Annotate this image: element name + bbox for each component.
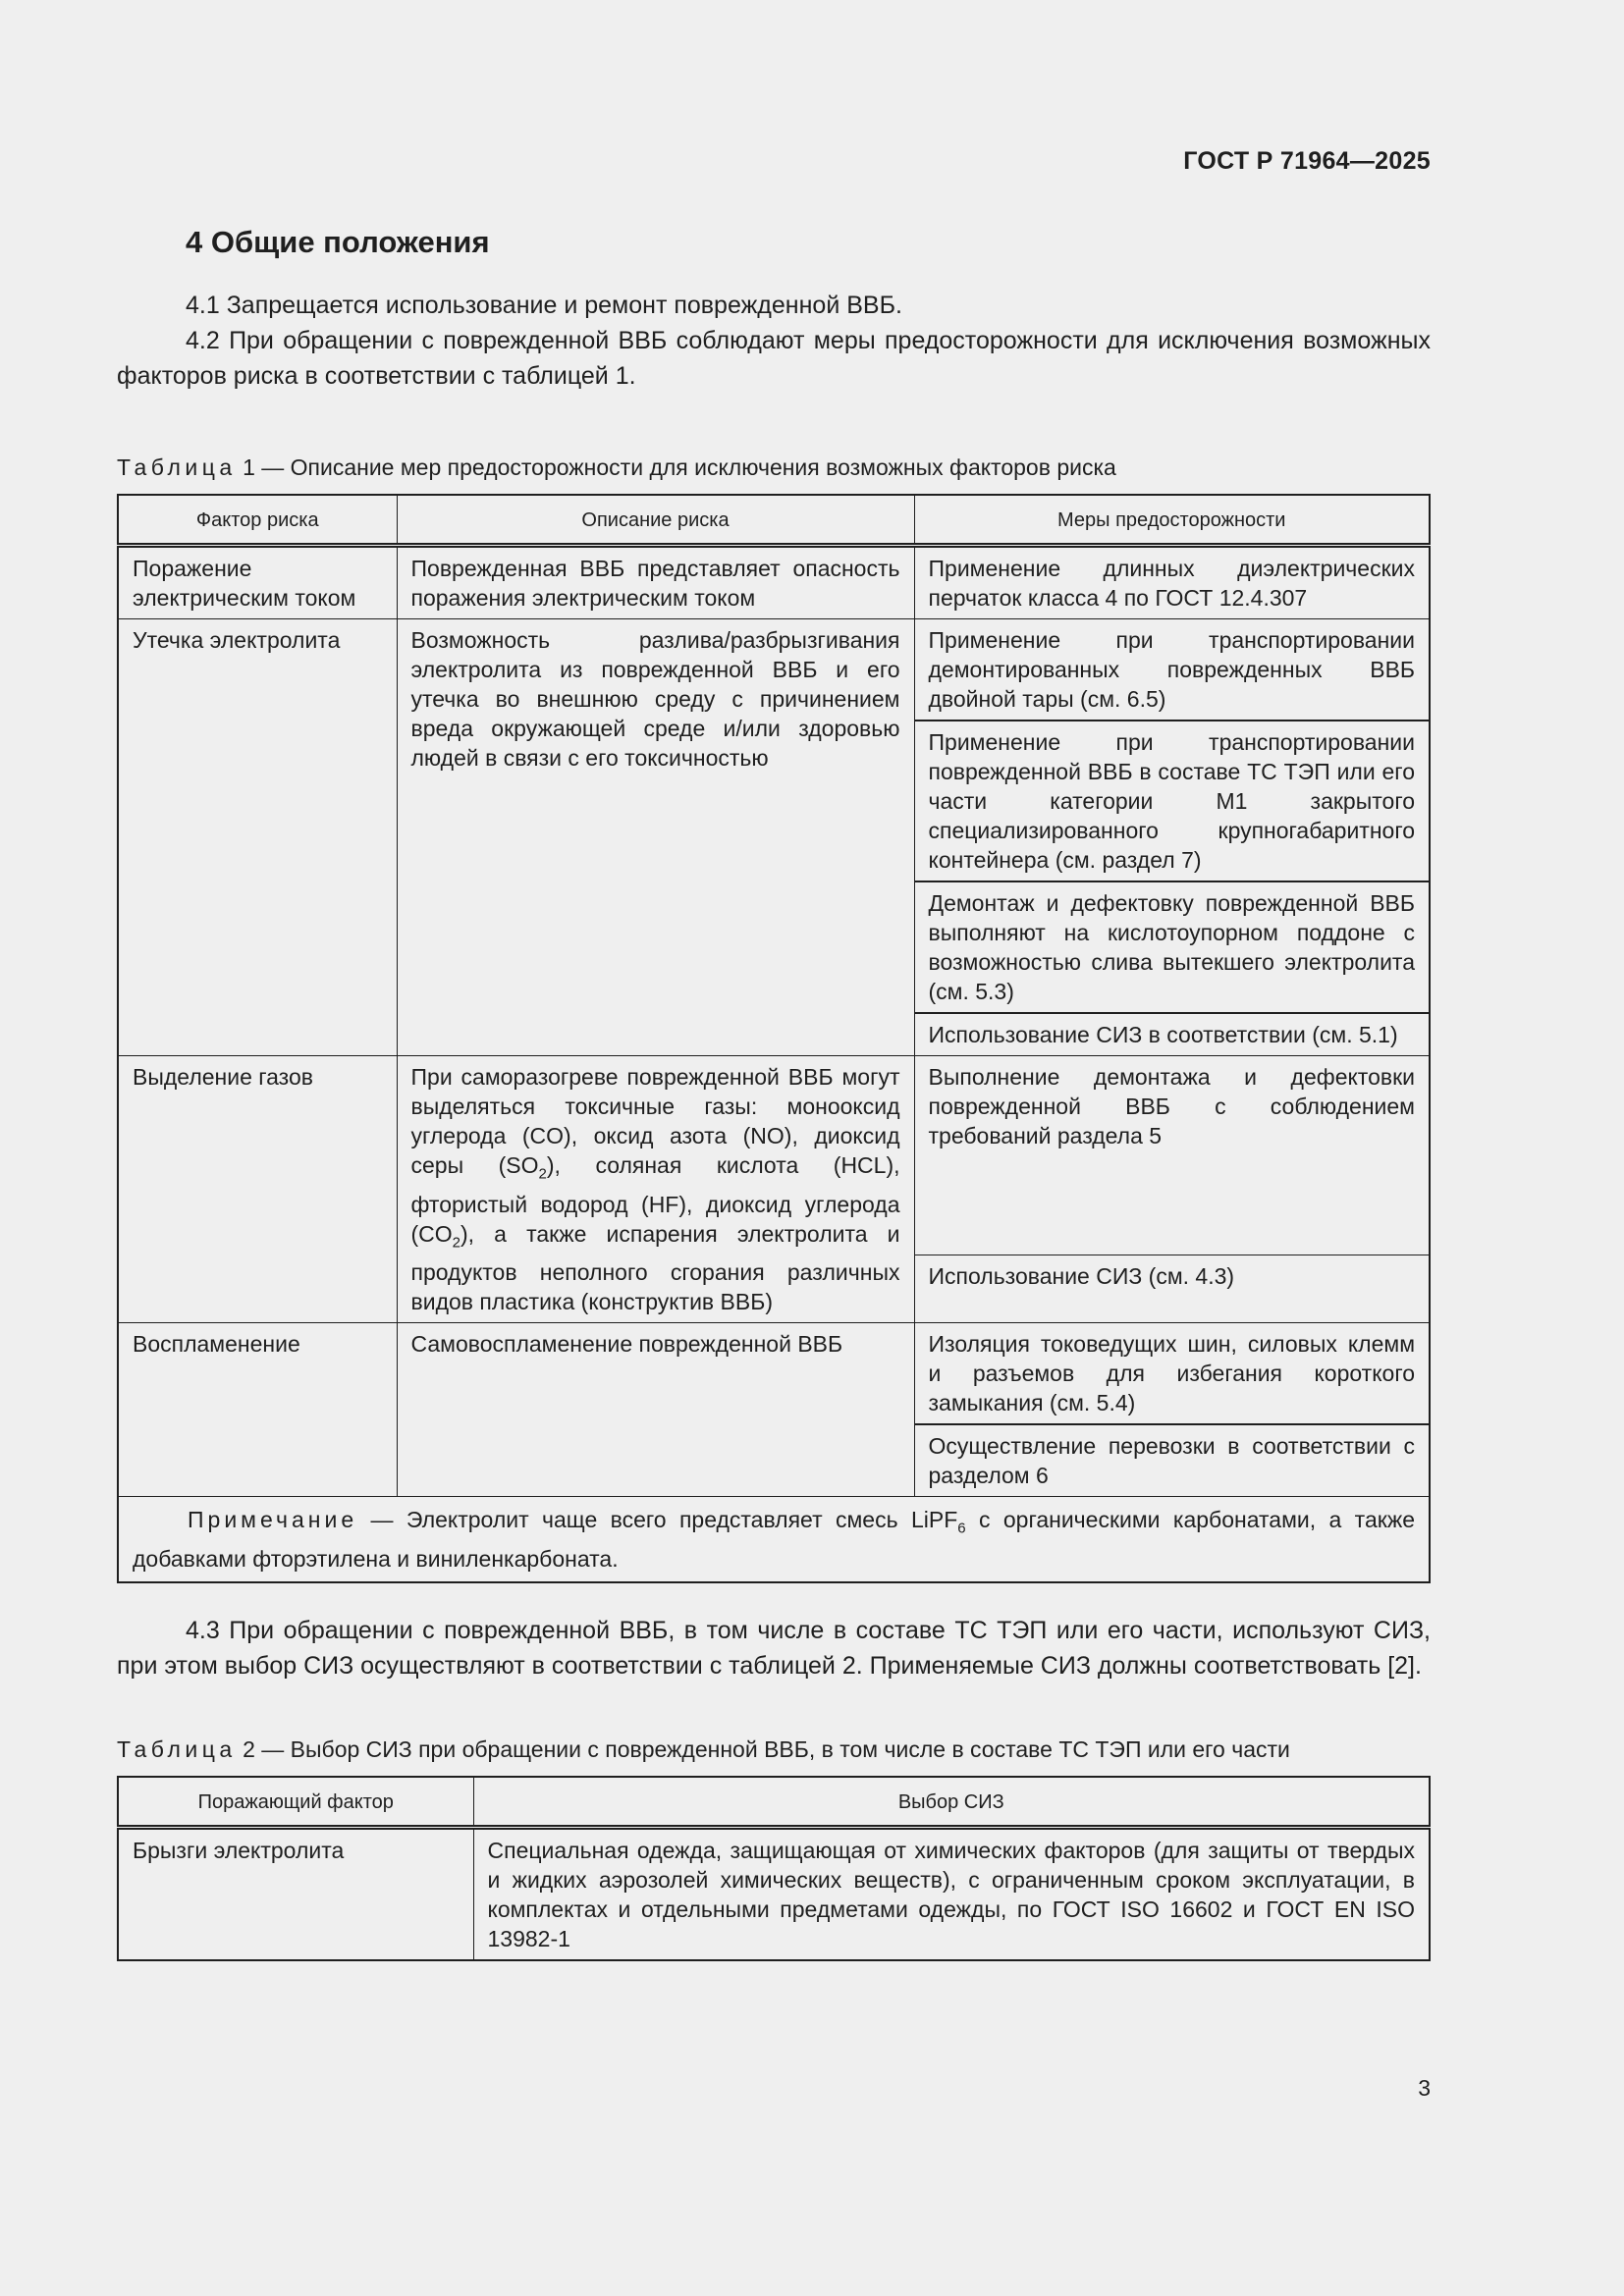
table1-cell-description: Возможность разлива/разбрызгивания электролита из поврежденной ВВБ и его утечка во внешнюю среду с причинением вреда окружающей среде и/или здоровью людей в связи с его токсичностью [397, 619, 914, 1056]
table2-header-factor: Поражающий фактор [118, 1777, 473, 1828]
table1-cell-measure: Использование СИЗ (см. 4.3) [914, 1255, 1430, 1323]
gas-text-part: При саморазогреве поврежденной ВВБ могут выделяться токсичные газы: монооксид углерода (CO), оксид азота (NO), диоксид серы (SO [410, 1064, 900, 1178]
table1 [117, 494, 1431, 1583]
note-text: с органическими карбонатами, а также добавками фторэтилена и виниленкарбоната. [133, 1507, 1415, 1572]
table2-caption [117, 1735, 1431, 1764]
table1-header-row [118, 495, 1430, 546]
table1-cell-measure: Изоляция токоведущих шин, силовых клемм и разъемов для избегания короткого замыкания (см. 5.4) [914, 1323, 1430, 1425]
table1-note [118, 1497, 1430, 1582]
table-row [118, 546, 1430, 619]
document-code: ГОСТ Р 71964—2025 [1183, 147, 1431, 175]
table1-cell-factor: Воспламенение [118, 1323, 397, 1497]
table1-cell-measure: Использование СИЗ в соответствии (см. 5.1) [914, 1013, 1430, 1056]
table1-caption [117, 453, 1431, 482]
table1-cell-measure: Применение длинных диэлектрических перчаток класса 4 по ГОСТ 12.4.307 [914, 546, 1430, 619]
table-row [118, 1827, 1430, 1960]
table1-caption-text: 1 — Описание мер предосторожности для исключения возможных факторов риска [243, 454, 1116, 480]
gas-text-part: ), соляная кислота (HCL), фтористый водород (HF), диоксид углерода (CO [410, 1152, 900, 1247]
paragraph-4-3: 4.3 При обращении с поврежденной ВВБ, в том числе в составе ТС ТЭП или его части, используют СИЗ, при этом выбор СИЗ осуществляют в соответствии с таблицей 2. Применяемые СИЗ должны соответствовать [2]. [117, 1616, 1431, 1680]
table2-cell-choice: Специальная одежда, защищающая от химических факторов (для защиты от твердых и жидких аэрозолей химических веществ), с ограниченным сроком эксплуатации, в комплектах и отдельными предметами одежды, по ГОСТ ISO 16602 и ГОСТ EN ISO 13982-1 [473, 1827, 1430, 1960]
table2-caption-label: Таблица [117, 1735, 237, 1762]
table1-cell-measure: Осуществление перевозки в соответствии с разделом 6 [914, 1424, 1430, 1497]
table-row [118, 1323, 1430, 1425]
note-label: Примечание [188, 1507, 358, 1533]
table1-header-description: Описание риска [397, 495, 914, 546]
table1-cell-measure: Демонтаж и дефектовку поврежденной ВВБ выполняют на кислотоупорном поддоне с возможностью слива вытекшего электролита (см. 5.3) [914, 881, 1430, 1013]
subscript: 2 [452, 1234, 461, 1252]
table1-header-measures: Меры предосторожности [914, 495, 1430, 546]
table1-cell-factor: Поражение электрическим током [118, 546, 397, 619]
table-row [118, 619, 1430, 721]
table1-cell-description: Поврежденная ВВБ представляет опасность поражения электрическим током [397, 546, 914, 619]
table2-cell-factor: Брызги электролита [118, 1827, 473, 1960]
table2-header-row [118, 1777, 1430, 1828]
note-dash: — [357, 1507, 406, 1533]
section-title: 4 Общие положения [186, 225, 490, 259]
gas-text-part: ), а также испарения электролита и продуктов неполного сгорания различных видов пластика (конструктив ВВБ) [410, 1220, 900, 1315]
table2-header-choice: Выбор СИЗ [473, 1777, 1430, 1828]
page-number: 3 [1418, 2075, 1431, 2101]
table1-cell-description [397, 1056, 914, 1323]
table2 [117, 1776, 1431, 1961]
table1-cell-description: Самовоспламенение поврежденной ВВБ [397, 1323, 914, 1497]
table1-cell-factor: Утечка электролита [118, 619, 397, 1056]
note-text: Электролит чаще всего представляет смесь LiPF [406, 1507, 958, 1533]
table-row [118, 1056, 1430, 1255]
table1-caption-label: Таблица [117, 454, 237, 480]
table1-header-factor: Фактор риска [118, 495, 397, 546]
table1-cell-factor: Выделение газов [118, 1056, 397, 1323]
table1-note-row [118, 1497, 1430, 1582]
subscript: 6 [957, 1520, 966, 1537]
paragraph-4-2: 4.2 При обращении с поврежденной ВВБ соблюдают меры предосторожности для исключения возможных факторов риска в соответствии с таблицей 1. [117, 327, 1431, 390]
subscript: 2 [538, 1165, 547, 1183]
table1-cell-measure: Применение при транспортировании демонтированных поврежденных ВВБ двойной тары (см. 6.5) [914, 619, 1430, 721]
table1-cell-measure: Применение при транспортировании поврежденной ВВБ в составе ТС ТЭП или его части категории М1 закрытого специализированного крупногабаритного контейнера (см. раздел 7) [914, 721, 1430, 881]
paragraph-4-1: 4.1 Запрещается использование и ремонт поврежденной ВВБ. [186, 292, 902, 319]
table2-caption-text: 2 — Выбор СИЗ при обращении с поврежденной ВВБ, в том числе в составе ТС ТЭП или его части [243, 1735, 1290, 1762]
table1-cell-measure: Выполнение демонтажа и дефектовки поврежденной ВВБ с соблюдением требований раздела 5 [914, 1056, 1430, 1255]
page-content [117, 223, 1431, 1961]
